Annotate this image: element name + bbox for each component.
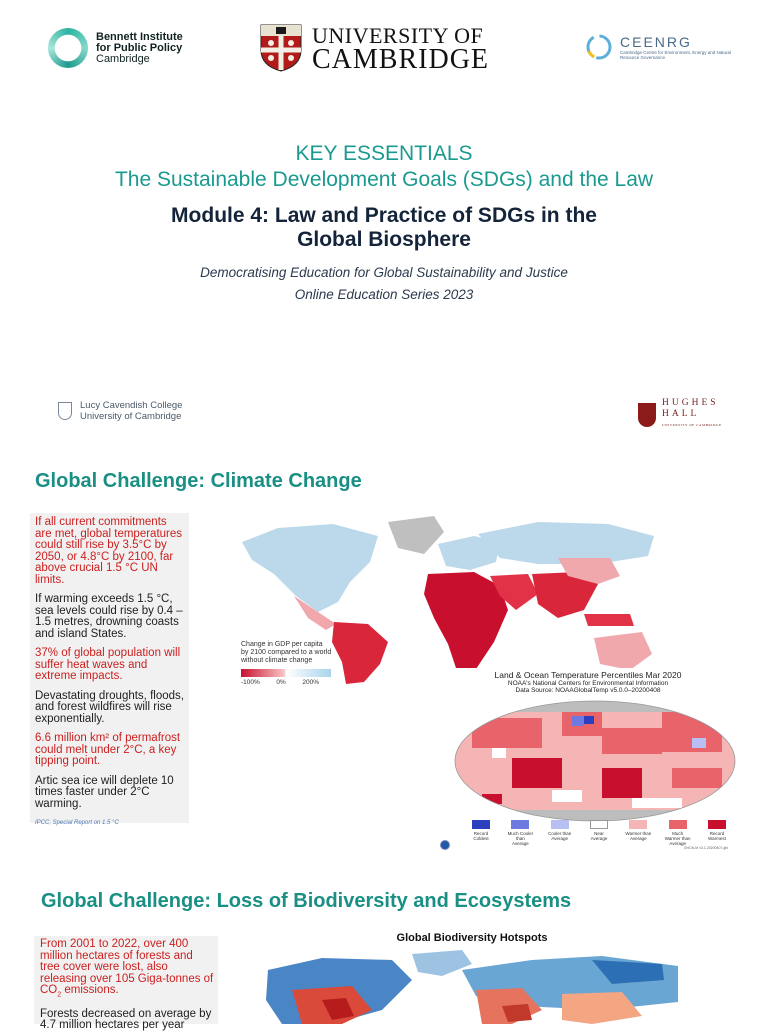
gdp-tick-high: 200%	[302, 679, 319, 686]
temp-legend-label: Warmer than Average	[625, 831, 652, 841]
bennett-name-3: Cambridge	[96, 52, 150, 65]
temp-map-code: GHCN-M v3.1.20200407.gbl	[683, 846, 728, 850]
climate-facts-panel	[30, 513, 189, 826]
ceenrg-ring-icon	[584, 32, 614, 62]
temperature-percentile-figure	[438, 668, 738, 854]
module-title-line1: Module 4: Law and Practice of SDGs in the	[171, 204, 597, 227]
temp-legend-item	[586, 820, 612, 846]
gdp-legend-colorbar	[241, 669, 331, 677]
temp-legend-label: Much Warmer than Average	[664, 831, 691, 846]
temp-legend-swatch	[511, 820, 529, 829]
module-title-line2: Global Biosphere	[297, 228, 471, 251]
temp-legend-label: Record Warmest	[708, 831, 726, 841]
temp-legend-swatch	[708, 820, 726, 829]
biodiversity-fact-1-text: From 2001 to 2022, over 400 million hectares of forests and tree cover were lost, also releasing over 105 Giga-tonnes of CO	[40, 938, 214, 996]
climate-fact-2: If warming exceeds 1.5 °C, sea levels could rise by 0.4 – 1.5 metres, drowning coasts and island States.	[35, 593, 183, 640]
temp-legend-item	[547, 820, 573, 846]
gdp-tick-mid: 0%	[276, 679, 286, 686]
lucy-name: Lucy Cavendish College	[80, 400, 183, 411]
temp-legend-item	[507, 820, 533, 846]
gdp-legend-line3: without climate change	[241, 657, 313, 664]
temp-map-title: Land & Ocean Temperature Percentiles Mar 2020	[494, 670, 682, 680]
hotspots-map-title: Global Biodiversity Hotspots	[396, 932, 548, 944]
module-title	[0, 204, 768, 252]
noaa-logo-icon	[440, 840, 450, 850]
cambridge-word-1: UNIVERSITY OF	[312, 23, 484, 48]
gdp-legend-line1: Change in GDP per capita	[241, 641, 323, 648]
title-block	[0, 142, 768, 306]
climate-heading: Global Challenge: Climate Change	[35, 470, 362, 492]
ceenrg-logo	[584, 32, 750, 62]
climate-source: IPCC, Special Report on 1.5 °C	[35, 820, 119, 826]
bennett-ring-icon	[48, 28, 88, 68]
biodiversity-fact-2: Forests decreased on average by 4.7 million hectares per year	[40, 1007, 212, 1032]
climate-fact-4: Devastating droughts, floods, and forest wildfires will rise exponentially.	[35, 689, 184, 725]
gdp-tick-low: -100%	[241, 679, 260, 686]
hughes-word-1: HUGHES	[662, 398, 719, 408]
temp-legend-label: Cooler than Average	[548, 831, 572, 841]
temp-legend-label: Near Average	[590, 831, 608, 841]
climate-fact-5: 6.6 million km² of permafrost could melt under 2°C, a key tipping point.	[35, 732, 181, 767]
temp-legend-item	[625, 820, 651, 846]
temperature-world-map	[452, 698, 738, 824]
tagline	[0, 262, 768, 306]
cambridge-shield-icon	[260, 24, 302, 72]
temp-map-source: Data Source: NOAAGlobalTemp v5.0.0–20200408	[515, 687, 661, 694]
temp-legend-swatch	[629, 820, 647, 829]
biodiversity-fact-1-end: emissions.	[61, 984, 119, 996]
climate-fact-1: If all current commitments are met, global temperatures could still rise by 3.5°C by 2050, or 4.8°C by 2100, far above crucial 1.5 °C UN limits.	[35, 516, 183, 586]
key-essentials-heading: KEY ESSENTIALS	[295, 142, 473, 165]
bennett-name-2: for Public Policy	[96, 41, 183, 54]
cambridge-logo	[260, 23, 490, 75]
temp-map-org: NOAA's National Centers for Environmental Information	[507, 680, 669, 687]
header-logos	[0, 24, 768, 80]
hughes-crest-icon	[638, 403, 656, 427]
hughes-word-2: HALL	[662, 409, 700, 419]
biodiversity-fact-1	[40, 939, 214, 1001]
temp-legend-item	[704, 820, 730, 846]
tagline-line2: Online Education Series 2023	[294, 287, 474, 302]
hughes-university: UNIVERSITY OF CAMBRIDGE	[662, 423, 722, 427]
temp-legend-swatch	[472, 820, 490, 829]
temp-legend-item	[665, 820, 691, 846]
sdg-subtitle: The Sustainable Development Goals (SDGs) and the Law	[114, 168, 654, 191]
temp-legend-swatch	[669, 820, 687, 829]
gdp-legend	[241, 641, 331, 687]
bennett-logo	[48, 28, 183, 68]
gdp-legend-line2: by 2100 compared to a world	[241, 649, 332, 656]
co2-subscript: 2	[57, 991, 62, 999]
ceenrg-subtitle: Cambridge Centre for Environment, Energy and Natural Resource Governance	[620, 50, 732, 60]
cambridge-word-2: CAMBRIDGE	[312, 44, 490, 75]
ceenrg-name: CEENRG	[620, 34, 692, 50]
climate-fact-6: Artic sea ice will deplete 10 times faster under 2°C warming.	[35, 774, 174, 810]
temp-legend-label: Record Coldest	[473, 831, 489, 841]
lucy-cavendish-logo	[58, 400, 182, 422]
temp-legend-swatch	[590, 820, 608, 829]
lucy-university: University of Cambridge	[80, 411, 182, 422]
temp-legend-swatch	[551, 820, 569, 829]
climate-fact-3: 37% of global population will suffer heat waves and extreme impacts.	[35, 647, 181, 682]
tagline-line1: Democratising Education for Global Sustainability and Justice	[200, 265, 568, 280]
biodiversity-hotspots-map	[262, 950, 682, 1024]
lucy-crest-icon	[58, 402, 72, 420]
temp-legend-item	[468, 820, 494, 846]
bennett-name-1: Bennett Institute	[96, 30, 183, 43]
temp-legend-label: Much Cooler than Average	[507, 831, 534, 846]
biodiversity-heading: Global Challenge: Loss of Biodiversity and Ecosystems	[41, 890, 572, 912]
temp-legend	[468, 820, 730, 846]
biodiversity-facts-panel	[34, 936, 218, 1032]
hughes-hall-logo	[638, 398, 722, 431]
